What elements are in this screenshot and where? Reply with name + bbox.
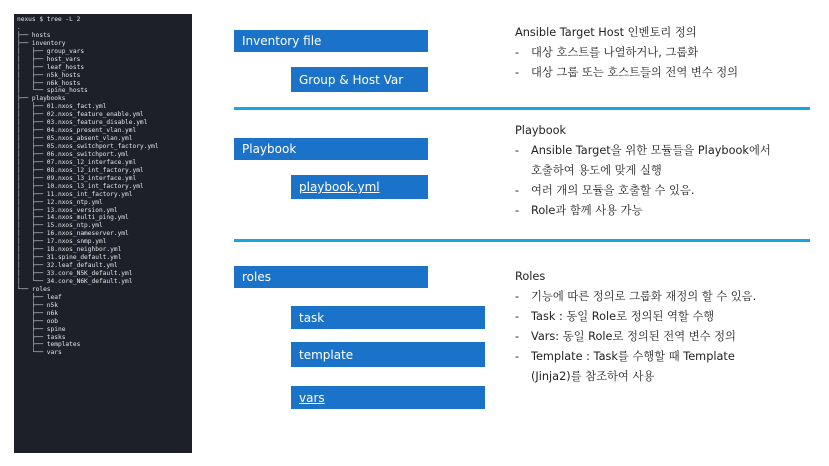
terminal-line: │ ├── 13.nxos_version.yml (17, 206, 118, 214)
playbook-bullet: - 여러 개의 모듈을 호출할 수 있음. (515, 184, 695, 197)
section-separator (234, 239, 810, 242)
playbook-description (515, 121, 771, 221)
terminal-line: ├── oob (17, 317, 58, 325)
inventory-file-label: Inventory file (242, 34, 322, 48)
terminal-line: │ ├── 03.nxos_feature_disable.yml (17, 119, 148, 127)
vars-box (291, 386, 485, 409)
terminal-line: ├── n5k (17, 301, 58, 309)
vars-label: vars (299, 390, 325, 405)
terminal-line: │ ├── n5k_hosts (17, 71, 81, 79)
inventory-bullet: - 대상 호스트를 나열하거나, 그룹화 (515, 46, 699, 59)
terminal-line: │ ├── 11.nxos_int_factory.yml (17, 190, 133, 198)
terminal-line: └── vars (17, 349, 62, 357)
terminal-line: │ ├── 06.nxos_switchport.yml (17, 150, 129, 158)
roles-bullets (515, 287, 756, 387)
inventory-bullets (515, 43, 738, 83)
terminal-line: │ ├── n6k_hosts (17, 79, 81, 87)
playbook-bullet: - Role과 함께 사용 가능 (515, 204, 643, 217)
terminal-line: │ ├── host_vars (17, 55, 81, 63)
template-box (291, 342, 485, 367)
terminal-line: │ ├── 33.core_N5K_default.yml (17, 270, 133, 277)
group-host-var-label: Group & Host Var (299, 72, 404, 87)
roles-box (234, 266, 428, 288)
inventory-file-box (234, 30, 428, 52)
terminal-line: ├── inventory (17, 39, 66, 47)
terminal-line: ├── templates (17, 341, 81, 349)
terminal-line: │ ├── 16.nxos_nameserver.yml (17, 230, 129, 238)
terminal-line: │ ├── 05.nxos_absent_vlan.yml (17, 135, 133, 143)
terminal-line: │ ├── 02.nxos_feature_enable.yml (17, 111, 144, 119)
terminal-line: │ └── spine_hosts (17, 87, 88, 95)
roles-bullet: - Template : Task를 수행할 때 Template (515, 350, 735, 363)
terminal-line: ├── spine (17, 325, 66, 333)
template-label: template (299, 347, 354, 362)
inventory-description (515, 23, 738, 83)
task-label: task (299, 310, 325, 325)
playbook-yml-label: playbook.yml (299, 180, 380, 194)
terminal-line: . (17, 23, 21, 31)
section-separator (234, 107, 810, 110)
roles-bullet: - 기능에 따른 정의로 그룹화 재정의 할 수 있음. (515, 290, 757, 303)
terminal-line: │ ├── 04.nxos_present_vlan.yml (17, 127, 137, 135)
terminal-line: │ ├── 14.nxos_multi_ping.yml (17, 214, 129, 222)
roles-bullet: - Task : 동일 Role로 정의된 역할 수행 (515, 310, 715, 323)
playbook-bullet: - Ansible Target을 위한 모듈들을 Playbook에서 (515, 144, 771, 157)
task-box (291, 306, 485, 329)
terminal-line: │ ├── 08.nxos_l2_int_factory.yml (17, 166, 144, 174)
terminal-line: │ ├── 15.nxos_ntp.yml (17, 222, 103, 230)
terminal-line: │ └── 34.core_N6K_default.yml (17, 277, 133, 285)
roles-bullet-continuation: (Jinja2)를 참조하여 사용 (531, 370, 655, 383)
roles-title: Roles (515, 270, 546, 283)
terminal-line: │ ├── 01.nxos_fact.yml (17, 103, 107, 111)
roles-description (515, 267, 756, 387)
terminal-line: │ ├── 07.nxos_l2_interface.yml (17, 158, 137, 166)
roles-bullet: - Vars: 동일 Role로 정의된 전역 변수 정의 (515, 330, 736, 343)
terminal-line: │ ├── 05.nxos_switchport_factory.yml (17, 143, 159, 150)
terminal-line: │ ├── 09.nxos_l3_interface.yml (17, 174, 137, 182)
roles-label: roles (242, 270, 271, 284)
playbook-yml-box (291, 175, 428, 199)
terminal-line: │ ├── 18.nxos_neighbor.yml (17, 246, 122, 254)
playbook-label: Playbook (242, 142, 297, 156)
playbook-bullet-continuation: 호출하여 용도에 맞게 실행 (531, 164, 662, 177)
terminal-line: │ ├── 17.nxos_snmp.yml (17, 238, 107, 246)
terminal-line: nexus $ tree -L 2 (17, 16, 81, 23)
terminal-line: │ ├── group_vars (17, 47, 85, 55)
terminal-line: ├── tasks (17, 333, 66, 341)
terminal-line: ├── hosts (17, 31, 51, 39)
terminal-tree-output (14, 14, 192, 453)
terminal-line: │ ├── 32.leaf_default.yml (17, 262, 118, 270)
terminal-line: ├── leaf (17, 293, 62, 301)
inventory-bullet: - 대상 그룹 또는 호스트들의 전역 변수 정의 (515, 66, 739, 79)
terminal-line: │ ├── 10.nxos_l3_int_factory.yml (17, 182, 144, 190)
playbook-box (234, 138, 428, 160)
terminal-line: │ ├── 12.nxos_ntp.yml (17, 198, 103, 206)
inventory-title: Ansible Target Host 인벤토리 정의 (515, 26, 697, 39)
terminal-line: └── roles (17, 285, 51, 293)
terminal-line: ├── playbooks (17, 95, 66, 103)
playbook-title: Playbook (515, 124, 567, 137)
group-host-var-box (291, 67, 428, 92)
terminal-line: ├── n6k (17, 309, 58, 317)
terminal-line: │ ├── 31.spine_default.yml (17, 254, 122, 262)
playbook-bullets (515, 141, 771, 221)
terminal-line: │ ├── leaf_hosts (17, 63, 85, 71)
